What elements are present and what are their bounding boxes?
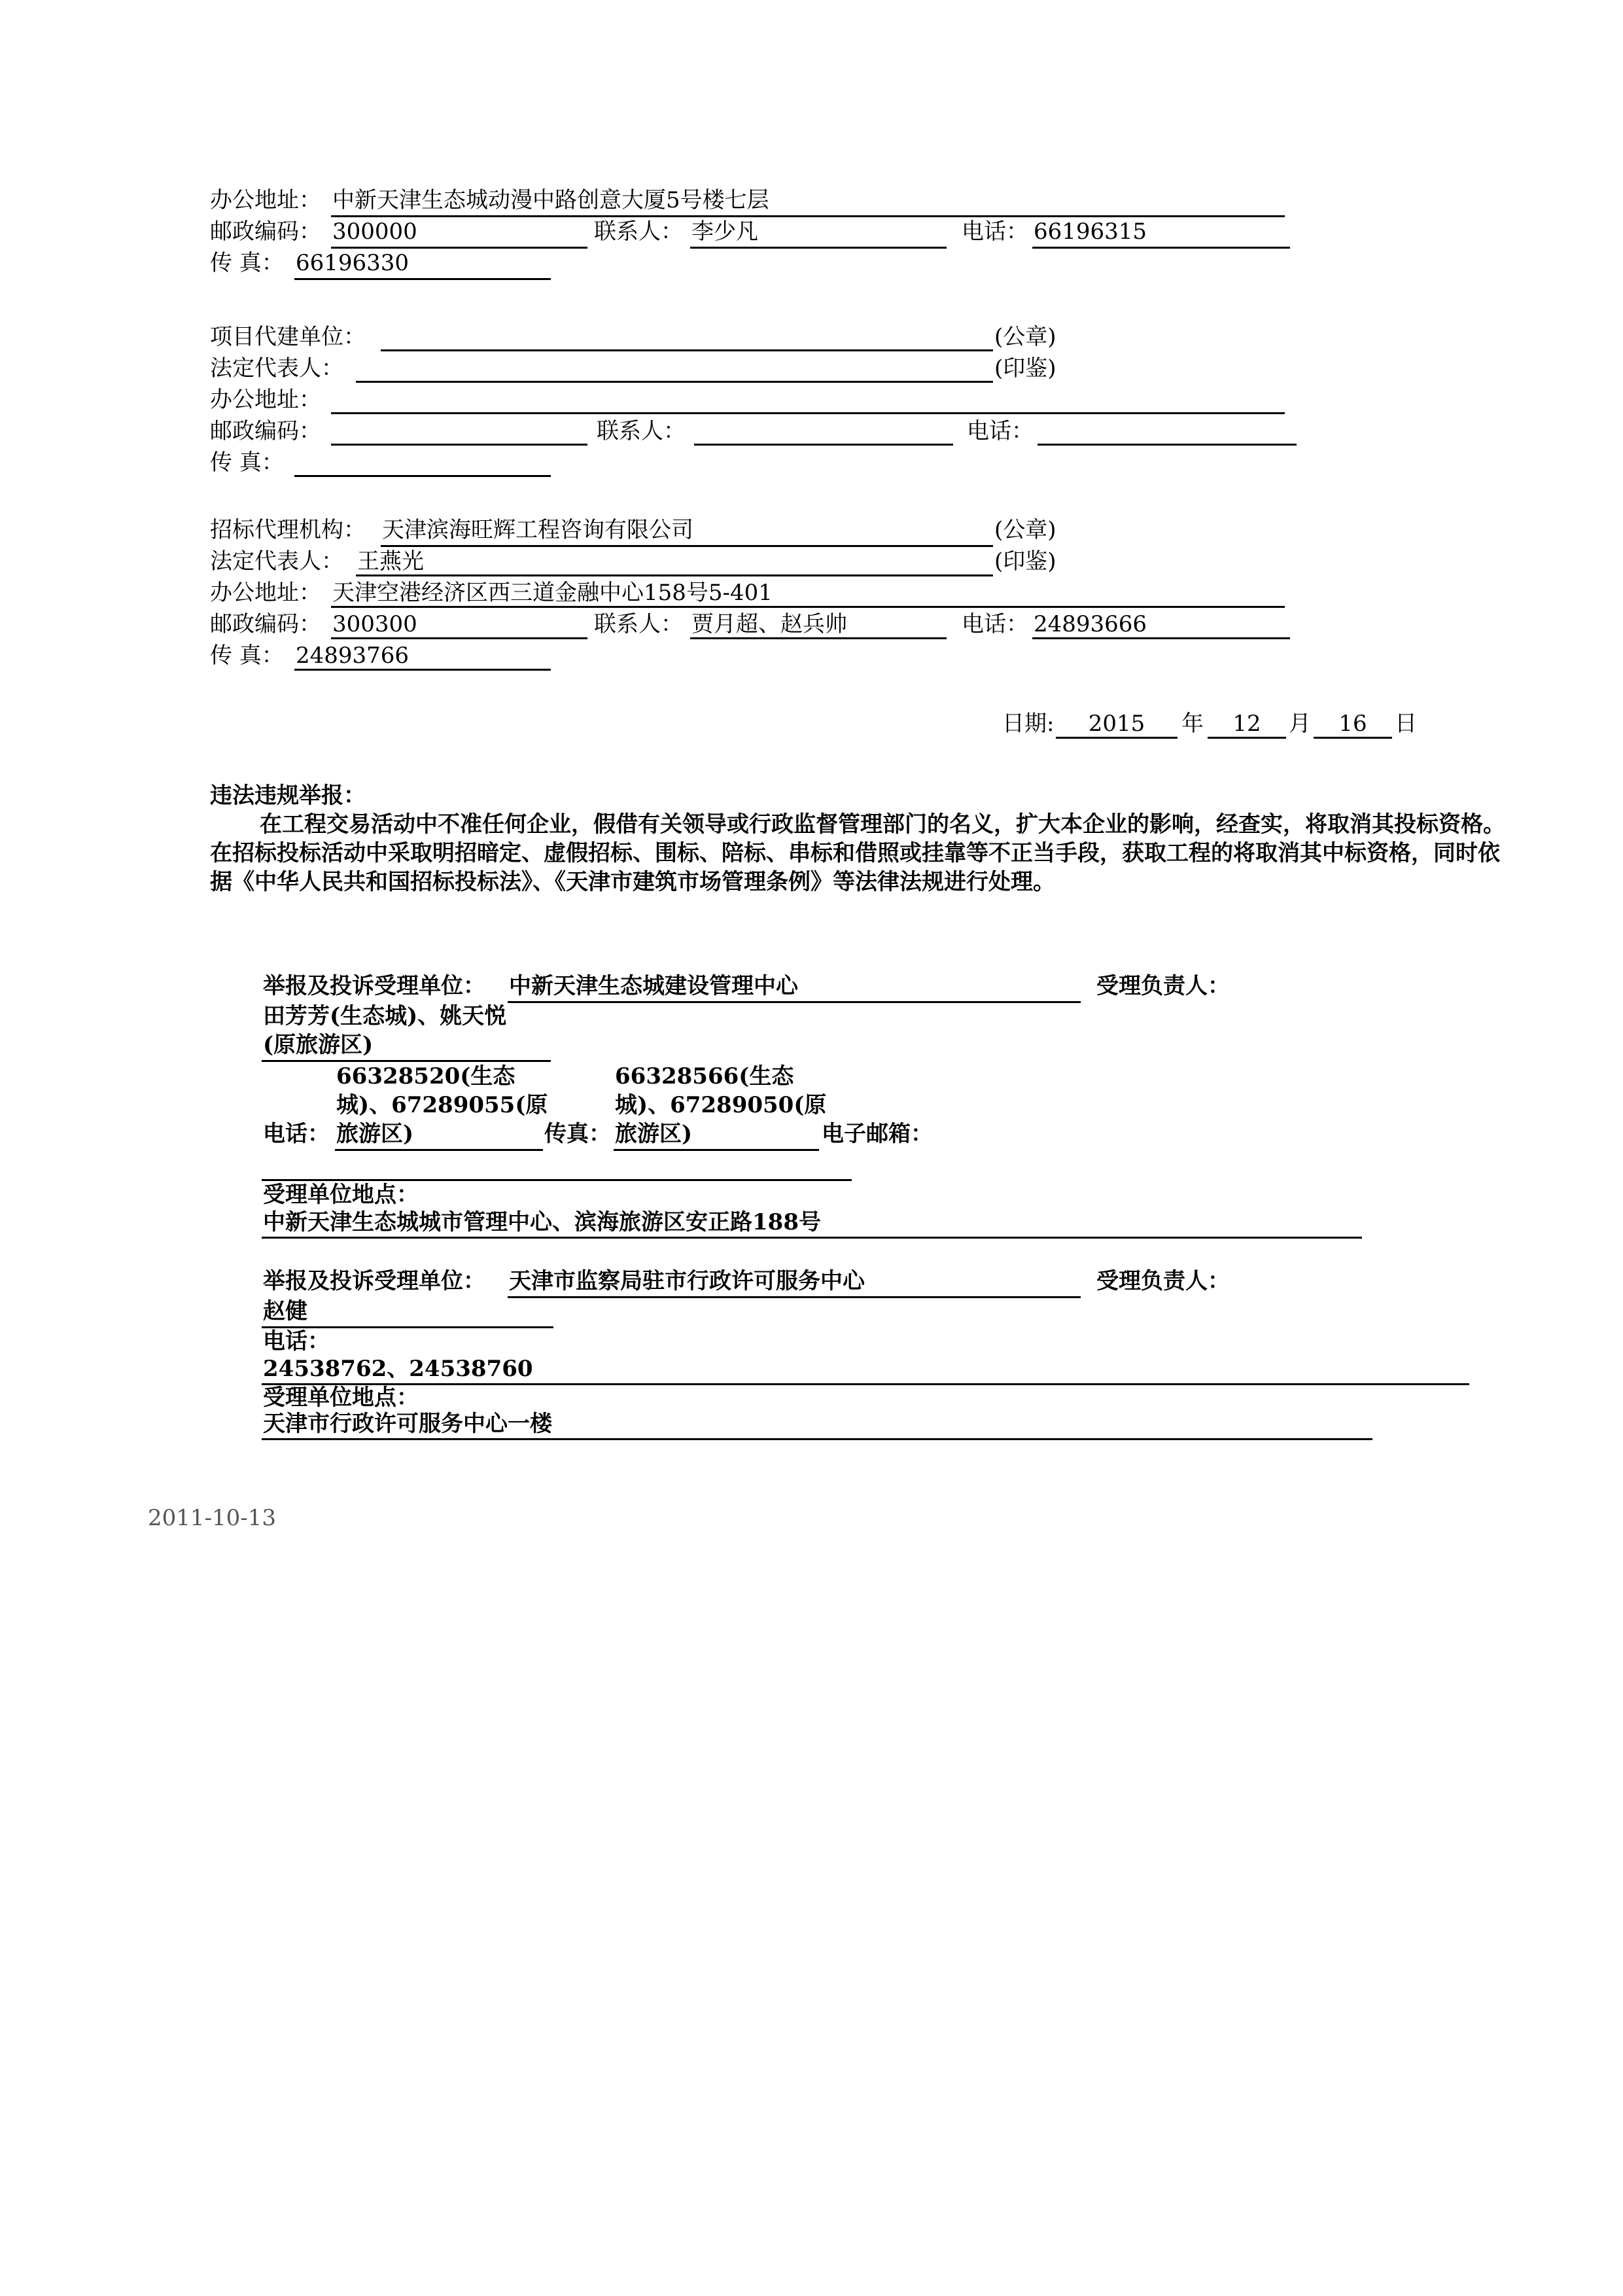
date-year: 2015 [1088, 711, 1145, 737]
date-month: 12 [1232, 711, 1261, 737]
agency-seal: (公章) [994, 517, 1056, 543]
footer-date: 2011-10-13 [148, 1505, 277, 1531]
complaint1-fax-l1: 66328566(生态 [615, 1063, 794, 1089]
agency-rep-label: 法定代表人： [210, 548, 343, 574]
complaint1-email-label: 电子邮箱： [822, 1121, 933, 1147]
agency-fax-label: 传 真： [210, 643, 284, 669]
complaint1-phone-l3: 旅游区) [336, 1121, 414, 1147]
complaint2-unit: 天津市监察局驻市行政许可服务中心 [509, 1268, 865, 1294]
complaint1-unit-label: 举报及投诉受理单位： [263, 973, 485, 999]
complaint1-fax-l2: 城)、67289050(原 [615, 1092, 827, 1118]
agency-contact-underline [690, 637, 947, 639]
agency-postcode-label: 邮政编码： [210, 611, 321, 637]
owner-address: 中新天津生态城动漫中路创意大厦5号楼七层 [332, 187, 769, 213]
complaint2-phone-label: 电话： [263, 1328, 330, 1354]
agency-fax: 24893766 [296, 643, 410, 669]
complaint1-phone-l1: 66328520(生态 [336, 1063, 515, 1089]
owner-address-label: 办公地址： [210, 187, 321, 213]
builder-phone-underline [1038, 444, 1297, 446]
complaint2-location: 天津市行政许可服务中心一楼 [263, 1411, 552, 1437]
violation-title: 违法违规举报： [210, 783, 366, 809]
complaint1-location-underline [262, 1237, 1362, 1239]
complaint1-fax-label: 传真： [544, 1121, 611, 1147]
agency-phone-label: 电话： [962, 611, 1028, 637]
date-day: 16 [1338, 711, 1367, 737]
agency-unit-label: 招标代理机构： [210, 517, 366, 543]
owner-fax-label: 传 真： [210, 250, 284, 276]
complaint1-person-line1: 田芳芳(生态城)、姚天悦 [263, 1003, 507, 1029]
builder-rep-underline [356, 381, 993, 383]
owner-phone-label: 电话： [962, 219, 1028, 245]
complaint2-unit-label: 举报及投诉受理单位： [263, 1268, 485, 1294]
date-month-underline [1208, 737, 1286, 739]
complaint1-fax-l3: 旅游区) [615, 1121, 693, 1147]
agency-unit-underline [381, 545, 993, 547]
complaint2-person-label: 受理负责人： [1096, 1268, 1230, 1294]
complaint2-unit-underline [508, 1296, 1081, 1298]
date-month-unit: 月 [1289, 711, 1311, 737]
owner-contact-underline [690, 247, 947, 249]
builder-seal: (公章) [994, 324, 1056, 350]
complaint1-phone-label: 电话： [263, 1121, 330, 1147]
agency-address-label: 办公地址： [210, 580, 321, 606]
builder-stamp: (印鉴) [994, 355, 1056, 381]
date-day-unit: 日 [1395, 711, 1417, 737]
agency-rep-underline [356, 574, 993, 576]
builder-address-label: 办公地址： [210, 387, 321, 413]
complaint1-location: 中新天津生态城城市管理中心、滨海旅游区安正路188号 [263, 1209, 821, 1235]
owner-contact: 李少凡 [691, 219, 758, 245]
date-year-underline [1056, 737, 1178, 739]
date-label: 日期: [1002, 711, 1055, 737]
agency-postcode-underline [331, 637, 587, 639]
builder-fax-label: 传 真： [210, 450, 284, 476]
agency-address-underline [331, 606, 1285, 608]
complaint1-person-label: 受理负责人： [1096, 973, 1230, 999]
owner-fax: 66196330 [296, 250, 410, 276]
agency-contact: 贾月超、赵兵帅 [691, 611, 847, 637]
agency-phone-underline [1032, 637, 1290, 639]
complaint1-phone-underline [335, 1149, 543, 1151]
builder-phone-label: 电话： [967, 418, 1034, 444]
complaint1-location-label: 受理单位地点： [263, 1182, 419, 1208]
agency-address: 天津空港经济区西三道金融中心158号5-401 [332, 580, 773, 606]
complaint1-person-line2: (原旅游区) [263, 1032, 374, 1058]
date-year-unit: 年 [1181, 711, 1204, 737]
agency-phone: 24893666 [1034, 611, 1147, 637]
builder-fax-underline [294, 475, 551, 477]
complaint1-person-underline [262, 1060, 551, 1062]
violation-body: 在工程交易活动中不准任何企业，假借有关领导或行政监督管理部门的名义，扩大本企业的影响，经查实，将取消其投标资格。在招标投标活动中采取明招暗定、虚假招标、围标、陪标、串标和借照或挂靠等不正当手段，获取工程的将取消其中标资格，同时依据《中华人民共和国招标投标法》、《天津市建筑市场管理条例》等法律法规进行处理。 [210, 811, 1505, 895]
builder-postcode-underline [331, 444, 587, 446]
owner-postcode-label: 邮政编码： [210, 219, 321, 245]
owner-phone: 66196315 [1034, 219, 1147, 245]
builder-unit-underline [381, 349, 993, 351]
owner-phone-underline [1032, 247, 1290, 249]
complaint2-phone-underline [262, 1383, 1469, 1385]
complaint1-unit: 中新天津生态城建设管理中心 [509, 973, 798, 999]
agency-unit: 天津滨海旺辉工程咨询有限公司 [382, 517, 693, 543]
builder-postcode-label: 邮政编码： [210, 418, 321, 444]
owner-address-underline [331, 215, 1285, 217]
builder-rep-label: 法定代表人： [210, 355, 343, 381]
complaint2-location-label: 受理单位地点： [263, 1385, 419, 1411]
complaint2-phone: 24538762、24538760 [263, 1356, 533, 1382]
builder-address-underline [331, 412, 1285, 414]
agency-contact-label: 联系人： [594, 611, 683, 637]
owner-postcode: 300000 [332, 219, 417, 245]
complaint1-email-underline [262, 1179, 852, 1181]
agency-postcode: 300300 [332, 611, 417, 637]
builder-unit-label: 项目代建单位： [210, 324, 366, 350]
owner-contact-label: 联系人： [594, 219, 683, 245]
date-day-underline [1314, 737, 1392, 739]
complaint2-location-underline [262, 1438, 1372, 1440]
complaint1-unit-underline [508, 1001, 1081, 1003]
builder-contact-underline [694, 444, 953, 446]
agency-rep: 王燕光 [357, 548, 424, 574]
agency-fax-underline [294, 669, 551, 671]
agency-stamp: (印鉴) [994, 548, 1056, 574]
owner-postcode-underline [331, 247, 587, 249]
complaint1-fax-underline [614, 1149, 819, 1151]
complaint2-person: 赵健 [263, 1298, 307, 1324]
owner-fax-underline [294, 278, 551, 280]
complaint1-phone-l2: 城)、67289055(原 [336, 1092, 548, 1118]
builder-contact-label: 联系人： [597, 418, 686, 444]
